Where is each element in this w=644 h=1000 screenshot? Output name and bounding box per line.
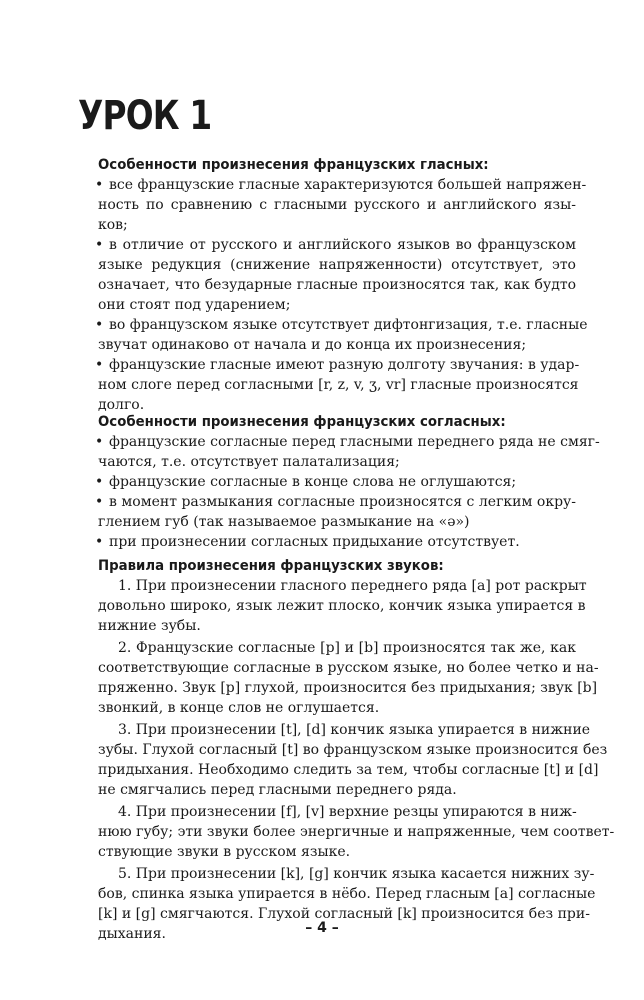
text-line: 1. При произнесении гласного переднего ряда [a] рот раскрыт [118, 578, 587, 594]
text-line: в момент размыкания согласные произносятся с легким окру- [109, 494, 576, 510]
text-line: долго. [98, 397, 145, 413]
list-item [95, 492, 576, 532]
text-line: не смягчались перед гласными переднего ряда. [98, 782, 457, 798]
text-line: в отличие от русского и английского языков во французском [109, 237, 576, 253]
section-heading: Особенности произнесения французских согласных: [98, 414, 506, 430]
list-item [95, 175, 587, 235]
lesson-title: УРОК 1 [78, 93, 212, 139]
text-line: соответствующие согласные в русском языке, но более четко и на- [98, 660, 599, 676]
list-item [95, 472, 576, 492]
bullet-icon: • [95, 534, 104, 550]
text-line: французские согласные перед гласными переднего ряда не смяг- [109, 434, 600, 450]
bullet-icon: • [95, 317, 104, 333]
text-line: звучат одинаково от начала и до конца их произнесения; [98, 337, 527, 353]
section-heading: Правила произнесения французских звуков: [98, 558, 444, 574]
section-vowels [95, 155, 588, 415]
text-line: 3. При произнесении [t], [d] кончик языка упирается в нижние [118, 722, 591, 738]
bullet-icon: • [95, 177, 104, 193]
bullet-icon: • [95, 357, 104, 373]
text-line: нижние зубы. [98, 618, 201, 634]
text-line: означает, что безударные гласные произносятся так, как будто [98, 277, 576, 293]
text-line: дыхания. [98, 926, 166, 942]
text-line: французские гласные имеют разную долготу звучания: в удар- [109, 357, 580, 373]
text-line: ков; [98, 217, 128, 233]
text-line: зубы. Глухой согласный [t] во французском языке произносится без [98, 742, 608, 758]
text-line: языке редукция (снижение напряженности) отсутствует, это [98, 257, 576, 273]
bullet-icon: • [95, 494, 104, 510]
text-line: ность по сравнению с гласными русского и английского язы- [98, 197, 576, 213]
bullet-icon: • [95, 434, 104, 450]
bullet-icon: • [95, 474, 104, 490]
text-line: чаются, т.е. отсутствует палатализация; [98, 454, 400, 470]
text-line: ствующие звуки в русском языке. [98, 844, 351, 860]
section-rules [98, 556, 615, 946]
section-consonants [95, 412, 600, 552]
bullet-list [95, 175, 588, 415]
text-line: глением губ (так называемое размыкание на «ә») [98, 514, 470, 530]
text-line: 2. Французские согласные [p] и [b] произносятся так же, как [118, 640, 576, 656]
text-line: звонкий, в конце слов не оглушается. [98, 700, 380, 716]
text-line: при произнесении согласных придыхание отсутствует. [109, 534, 520, 550]
text-line: все французские гласные характеризуются большей напряжен- [109, 177, 587, 193]
paragraph [98, 720, 608, 800]
bullet-icon: • [95, 237, 104, 253]
paragraph [98, 576, 587, 636]
text-line: они стоят под ударением; [98, 297, 291, 313]
text-line: пряженно. Звук [p] глухой, произносится без придыхания; звук [b] [98, 680, 598, 696]
section-heading: Особенности произнесения французских гласных: [98, 157, 489, 173]
list-item [95, 355, 580, 415]
bullet-list [95, 432, 600, 552]
text-line: 5. При произнесении [k], [g] кончик языка касается нижних зу- [118, 866, 595, 882]
list-item [95, 235, 576, 315]
paragraph [98, 802, 615, 862]
text-line: ном слоге перед согласными [r, z, v, ʒ, vr] гласные произносятся [98, 377, 579, 393]
text-line: довольно широко, язык лежит плоско, кончик языка упирается в [98, 598, 586, 614]
text-line: бов, спинка языка упирается в нёбо. Перед гласным [a] согласные [98, 886, 596, 902]
text-line: французские согласные в конце слова не оглушаются; [109, 474, 517, 490]
text-line: нюю губу; эти звуки более энергичные и напряженные, чем соответ- [98, 824, 615, 840]
paragraph [98, 638, 599, 718]
text-line: придыхания. Необходимо следить за тем, чтобы согласные [t] и [d] [98, 762, 599, 778]
text-line: во французском языке отсутствует дифтонгизация, т.е. гласные [109, 317, 588, 333]
list-item [95, 432, 600, 472]
list-item [95, 315, 588, 355]
page-number: – 4 – [305, 920, 339, 936]
text-line: [k] и [g] смягчаются. Глухой согласный [k] произносится без при- [98, 906, 590, 922]
list-item [95, 532, 576, 552]
text-line: 4. При произнесении [f], [v] верхние резцы упираются в ниж- [118, 804, 577, 820]
